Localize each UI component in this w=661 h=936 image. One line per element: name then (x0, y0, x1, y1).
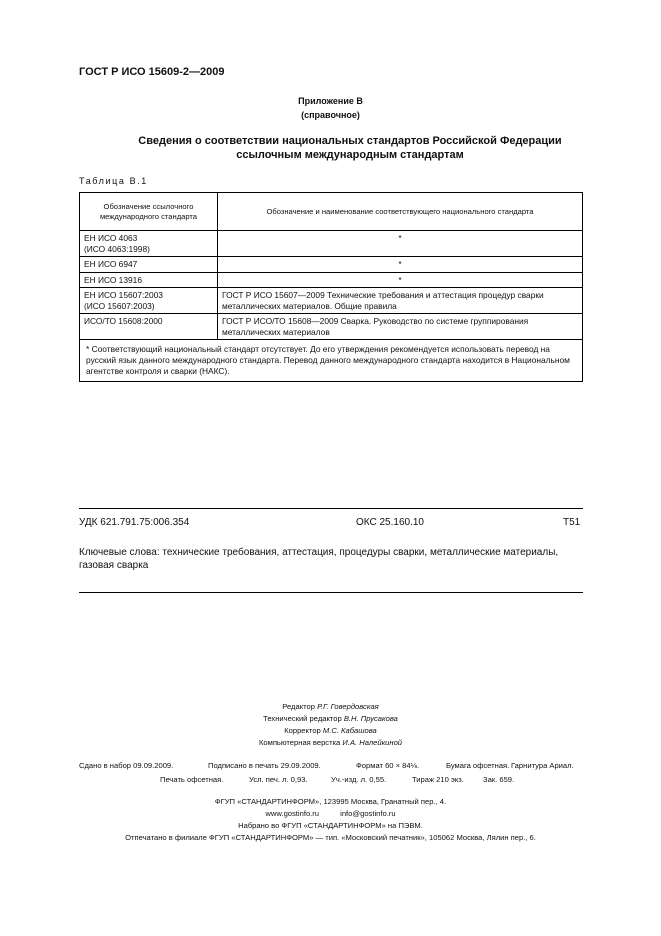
table-row (80, 288, 583, 314)
credit-tech-editor (0, 714, 661, 723)
divider-bottom (79, 592, 583, 593)
credit-role: Корректор (284, 726, 321, 735)
credit-role: Редактор (282, 702, 315, 711)
table-row (80, 257, 583, 273)
publisher-address: ФГУП «СТАНДАРТИНФОРМ», 123995 Москва, Гранатный пер., 4. (214, 797, 447, 806)
table-header-row (80, 193, 583, 231)
table-footnote-row (80, 340, 583, 382)
annex-type: (справочное) (301, 110, 360, 120)
credit-role: Компьютерная верстка (258, 738, 341, 747)
col-header-reference: Обозначение ссылочного международного стандарта (80, 193, 218, 231)
national-cell: * (218, 231, 583, 257)
imprint-format: Формат 60 × 84⅛. (356, 761, 420, 770)
table-row (80, 314, 583, 340)
credit-proofreader (0, 726, 661, 735)
annex-title: Приложение В (298, 96, 363, 106)
imprint-copies: Тираж 210 экз. (412, 775, 464, 784)
table-footnote: * Соответствующий национальный стандарт отсутствует. До его утверждения рекомендуется использовать перевод на русский язык данного международного стандарта. Перевод данного международного стандарта находится в Национальном агентстве контроля и сварки (НАКС). (80, 340, 583, 382)
oks-code: ОКС 25.160.10 (356, 517, 424, 528)
publisher-typeset: Набрано во ФГУП «СТАНДАРТИНФОРМ» на ПЭВМ. (238, 821, 423, 830)
divider-top (79, 508, 583, 509)
reference-cell: ЕН ИСО 6947 (80, 257, 218, 273)
heading-line-1: Сведения о соответствии национальных стандартов Российской Федерации (138, 135, 562, 147)
imprint-signed-date: Подписано в печать 29.09.2009. (208, 761, 321, 770)
imprint-pub-sheets: Уч.-изд. л. 0,55. (331, 775, 387, 784)
keywords: Ключевые слова: технические требования, аттестация, процедуры сварки, металлические материалы, газовая сварка (79, 547, 559, 571)
credit-layout (0, 738, 661, 747)
publisher-contacts (0, 809, 661, 818)
table-row (80, 272, 583, 288)
standard-code-header: ГОСТ Р ИСО 15609-2—2009 (79, 66, 225, 78)
credit-name: М.С. Кабашова (322, 726, 377, 735)
group-code: Т51 (563, 517, 581, 528)
imprint-set-date: Сдано в набор 09.09.2009. (79, 761, 174, 770)
heading-line-2: ссылочным международным стандартам (236, 149, 464, 161)
reference-cell: ЕН ИСО 4063 (ИСО 4063:1998) (80, 231, 218, 257)
reference-cell: ЕН ИСО 13916 (80, 272, 218, 288)
credit-role: Технический редактор (263, 714, 342, 723)
imprint-paper: Бумага офсетная. (446, 761, 510, 770)
reference-cell: ИСО/ТО 15608:2000 (80, 314, 218, 340)
table-row (80, 231, 583, 257)
national-cell: * (218, 257, 583, 273)
imprint-order: Зак. 659. (483, 775, 515, 784)
credit-editor (0, 702, 661, 711)
reference-cell: ЕН ИСО 15607:2003 (ИСО 15607:2003) (80, 288, 218, 314)
imprint-typeface: Гарнитура Ариал. (511, 761, 574, 770)
col-header-national: Обозначение и наименование соответствующего национального стандарта (218, 193, 583, 231)
correspondence-table (79, 192, 583, 382)
national-cell: ГОСТ Р ИСО/ТО 15608—2009 Сварка. Руководство по системе группирования металлических материалов (218, 314, 583, 340)
credit-name: И.А. Налейкиной (342, 738, 403, 747)
credit-name: В.Н. Прусакова (343, 714, 398, 723)
credit-name: Р.Г. Говердовская (317, 702, 379, 711)
table-label: Таблица В.1 (79, 176, 148, 186)
imprint-sheets: Усл. печ. л. 0,93. (249, 775, 308, 784)
imprint-print: Печать офсетная. (160, 775, 224, 784)
national-cell: ГОСТ Р ИСО 15607—2009 Технические требования и аттестация процедур сварки металлических материалов. Общие правила (218, 288, 583, 314)
section-heading (100, 134, 600, 162)
publisher-email[interactable]: info@gostinfo.ru (340, 809, 396, 818)
publisher-website[interactable]: www.gostinfo.ru (265, 809, 320, 818)
national-cell: * (218, 272, 583, 288)
publisher-printed: Отпечатано в филиале ФГУП «СТАНДАРТИНФОРМ» — тип. «Московский печатник», 105062 Москва, Лялин пер., 6. (125, 833, 536, 842)
udc-code: УДК 621.791.75:006.354 (79, 517, 190, 528)
